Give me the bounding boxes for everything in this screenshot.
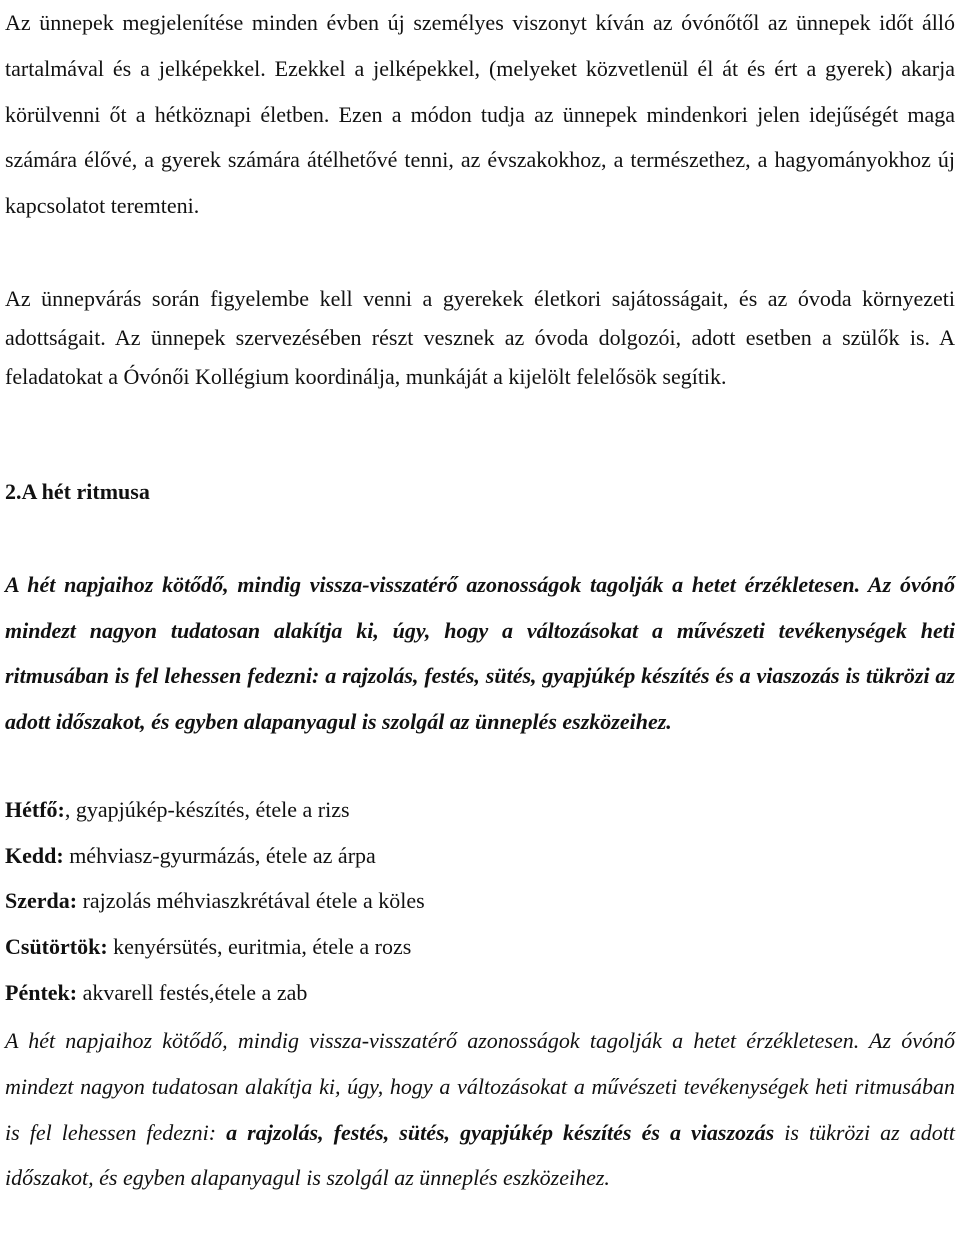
weekday-line-monday	[5, 792, 955, 828]
weekday-line-wednesday	[5, 883, 955, 919]
weekday-label: Péntek:	[5, 980, 78, 1005]
section-heading: 2.A hét ritmusa	[5, 479, 150, 504]
paragraph-preparation: Az ünnepvárás során figyelembe kell venni a gyerekek életkori sajátosságait, és az óvoda környezeti adottságait. Az ünnepek szervezésében részt vesznek az óvoda dolgozói, adott esetben a szülők is. A feladatokat a Óvónői Kollégium koordinálja, munkáját a kijelölt felelősök segítik.	[5, 286, 955, 389]
weekday-line-thursday	[5, 929, 955, 965]
paragraph-week-rhythm-italic	[5, 1018, 955, 1201]
weekday-label: Szerda:	[5, 888, 78, 913]
paragraph-part: is tükrözi az adott időszakot, és egyben alapanyagul is szolgál az ünneplés eszközeihez.	[5, 1119, 955, 1191]
weekday-activity: kenyérsütés, euritmia, étele a rozs	[107, 934, 412, 959]
weekday-activity: rajzolás méhviaszkrétával étele a köles	[77, 888, 425, 913]
weekday-activity: akvarell festés,étele a zab	[77, 980, 308, 1005]
paragraph-bold-part: a rajzolás, festés, sütés, gyapjúkép készítés és a viaszozás	[226, 1119, 775, 1145]
weekday-label: Hétfő:	[5, 797, 65, 822]
weekday-activity: , gyapjúkép-készítés, étele a rizs	[64, 797, 350, 822]
paragraph-celebrations: Az ünnepek megjelenítése minden évben új személyes viszonyt kíván az óvónőtől az ünnepek időt álló tartalmával és a jelképekkel. Ezekkel a jelképekkel, (melyeket közvetlenül él át és ért a gyerek) akarja körülvenni őt a hétköznapi életben. Ezen a módon tudja az ünnepek mindenkori jelen idejűségét maga számára élővé, a gyerek számára átélhetővé tenni, az évszakokhoz, a természethez, a hagyományokhoz új kapcsolatot teremteni.	[5, 10, 955, 219]
weekday-line-tuesday	[5, 838, 955, 874]
paragraph-part: A hét napjaihoz kötődő, mindig vissza-visszatérő azonosságok tagolják a hetet érzékletesen. Az óvónő mindezt nagyon tudatosan alakítja ki, úgy, hogy a változásokat a művészeti tevékenységek heti ritmusában is fel lehessen fedezni:	[5, 1028, 955, 1145]
weekday-line-friday	[5, 975, 955, 1011]
weekday-activity: méhviasz-gyurmázás, étele az árpa	[63, 843, 376, 868]
weekday-label: Kedd:	[5, 843, 64, 868]
weekday-label: Csütörtök:	[5, 934, 108, 959]
paragraph-week-rhythm-bold: A hét napjaihoz kötődő, mindig vissza-visszatérő azonosságok tagolják a hetet érzékletesen. Az óvónő mindezt nagyon tudatosan alakítja ki, úgy, hogy a változásokat a művészeti tevékenységek heti ritmusában is fel lehessen fedezni: a rajzolás, festés, sütés, gyapjúkép készítés és a viaszozás is tükrözi az adott időszakot, és egyben alapanyagul is szolgál az ünneplés eszközeihez.	[5, 572, 955, 734]
